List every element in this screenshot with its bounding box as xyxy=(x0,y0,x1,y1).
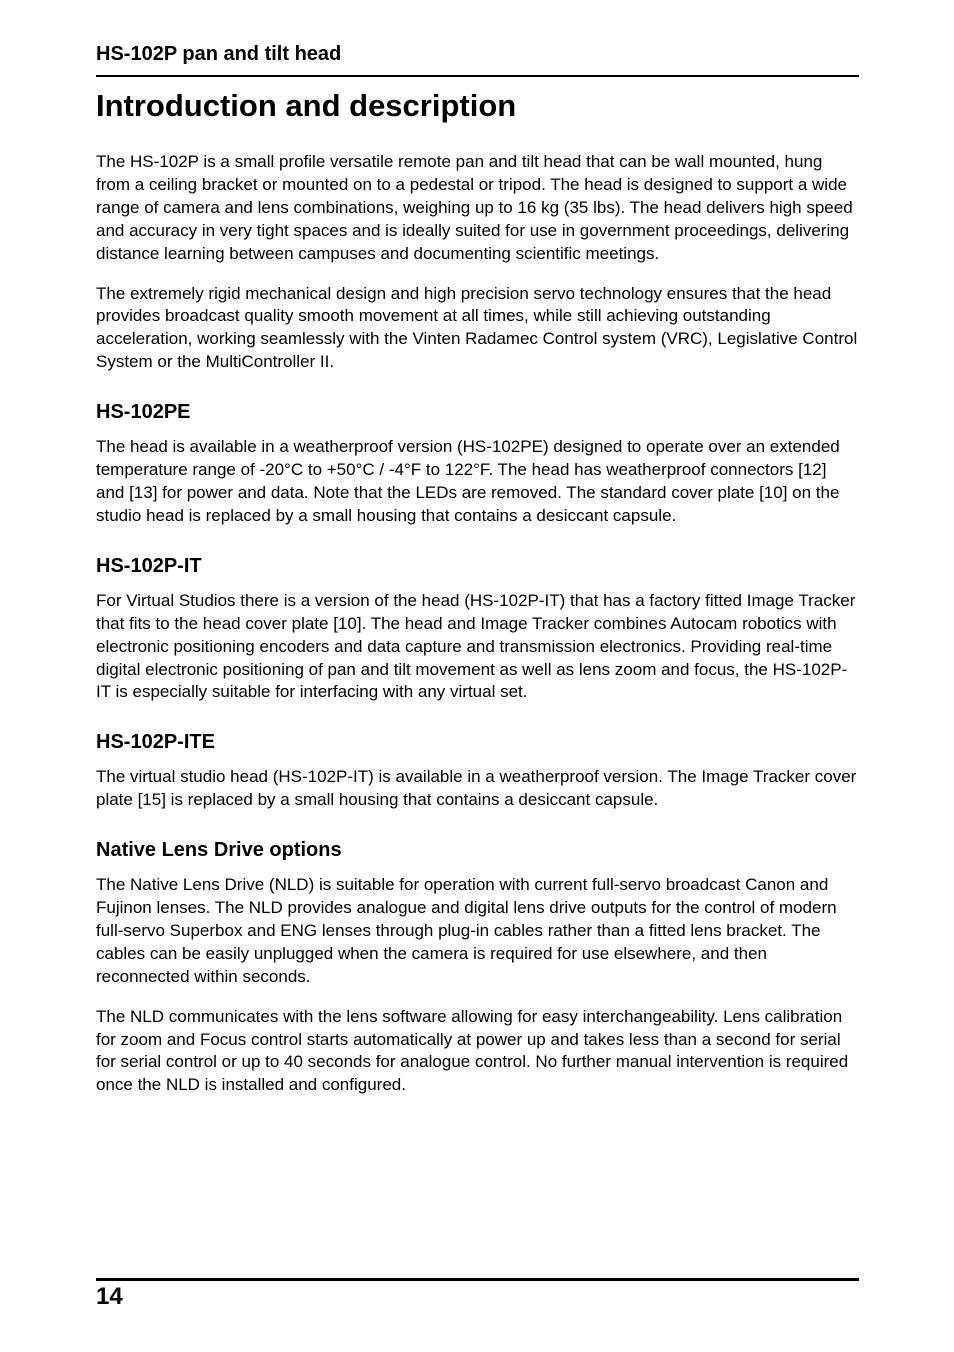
section-paragraph: The virtual studio head (HS-102P-IT) is available in a weatherproof version. The Image Tracker cover plate [15] is replaced by a small housing that contains a desiccant capsule. xyxy=(96,767,857,810)
section-heading: HS-102P-IT xyxy=(96,554,202,577)
section-paragraph: For Virtual Studios there is a version of the head (HS-102P-IT) that has a factory fitted Image Tracker that fits to the head cover plate [10]. The head and Image Tracker combines Autocam robotics with electronic positioning encoders and data capture and transmission electronics. Providing real-time digital electronic positioning of pan and tilt movement as well as lens zoom and focus, the HS-102P-IT is especially suitable for interfacing with any virtual set. xyxy=(96,590,856,702)
intro-paragraph-1: The HS-102P is a small profile versatile remote pan and tilt head that can be wall mounted, hung from a ceiling bracket or mounted on to a pedestal or tripod. The head is designed to support a wide range of camera and lens combinations, weighing up to 16 kg (35 lbs). The head delivers high speed and accuracy in very tight spaces and is ideally suited for use in government proceedings, delivering distance learning between campuses and documenting scientific meetings. xyxy=(96,152,853,263)
page-number: 14 xyxy=(96,1283,123,1310)
page-title: Introduction and description xyxy=(96,88,517,123)
section-paragraph: The NLD communicates with the lens software allowing for easy interchangeability. Lens calibration for zoom and Focus control starts automatically at power up and takes less than a second for serial for serial control or up to 40 seconds for analogue control. No further manual intervention is required once the NLD is installed and configured. xyxy=(96,1006,849,1095)
running-header: HS-102P pan and tilt head xyxy=(96,43,342,65)
section-heading: Native Lens Drive options xyxy=(96,839,342,862)
section-hs-102p-ite xyxy=(96,730,858,812)
page-content xyxy=(96,86,858,1114)
section-heading: HS-102PE xyxy=(96,401,191,424)
section-heading: HS-102P-ITE xyxy=(96,731,215,754)
section-hs-102pe xyxy=(96,400,858,528)
header-divider xyxy=(96,75,859,77)
section-paragraph: The Native Lens Drive (NLD) is suitable for operation with current full-servo broadcast Canon and Fujinon lenses. The NLD provides analogue and digital lens drive outputs for the control of modern full-servo Superbox and ENG lenses through plug-in cables rather than a fitted lens bracket. The cables can be easily unplugged when the camera is required for use elsewhere, and then reconnected within seconds. xyxy=(96,875,837,986)
footer-divider xyxy=(96,1278,859,1281)
section-paragraph: The head is available in a weatherproof version (HS-102PE) designed to operate over an extended temperature range of -20°C to +50°C / -4°F to 122°F. The head has weatherproof connectors [12] and [13] for power and data. Note that the LEDs are removed. The standard cover plate [10] on the studio head is replaced by a small housing that contains a desiccant capsule. xyxy=(96,437,840,525)
section-hs-102p-it xyxy=(96,554,858,705)
section-native-lens-drive xyxy=(96,838,858,1097)
intro-paragraph-2: The extremely rigid mechanical design and high precision servo technology ensures that the head provides broadcast quality smooth movement at all times, while still achieving outstanding acceleration, working seamlessly with the Vinten Radamec Control system (VRC), Legislative Control System or the MultiController II. xyxy=(96,283,858,372)
